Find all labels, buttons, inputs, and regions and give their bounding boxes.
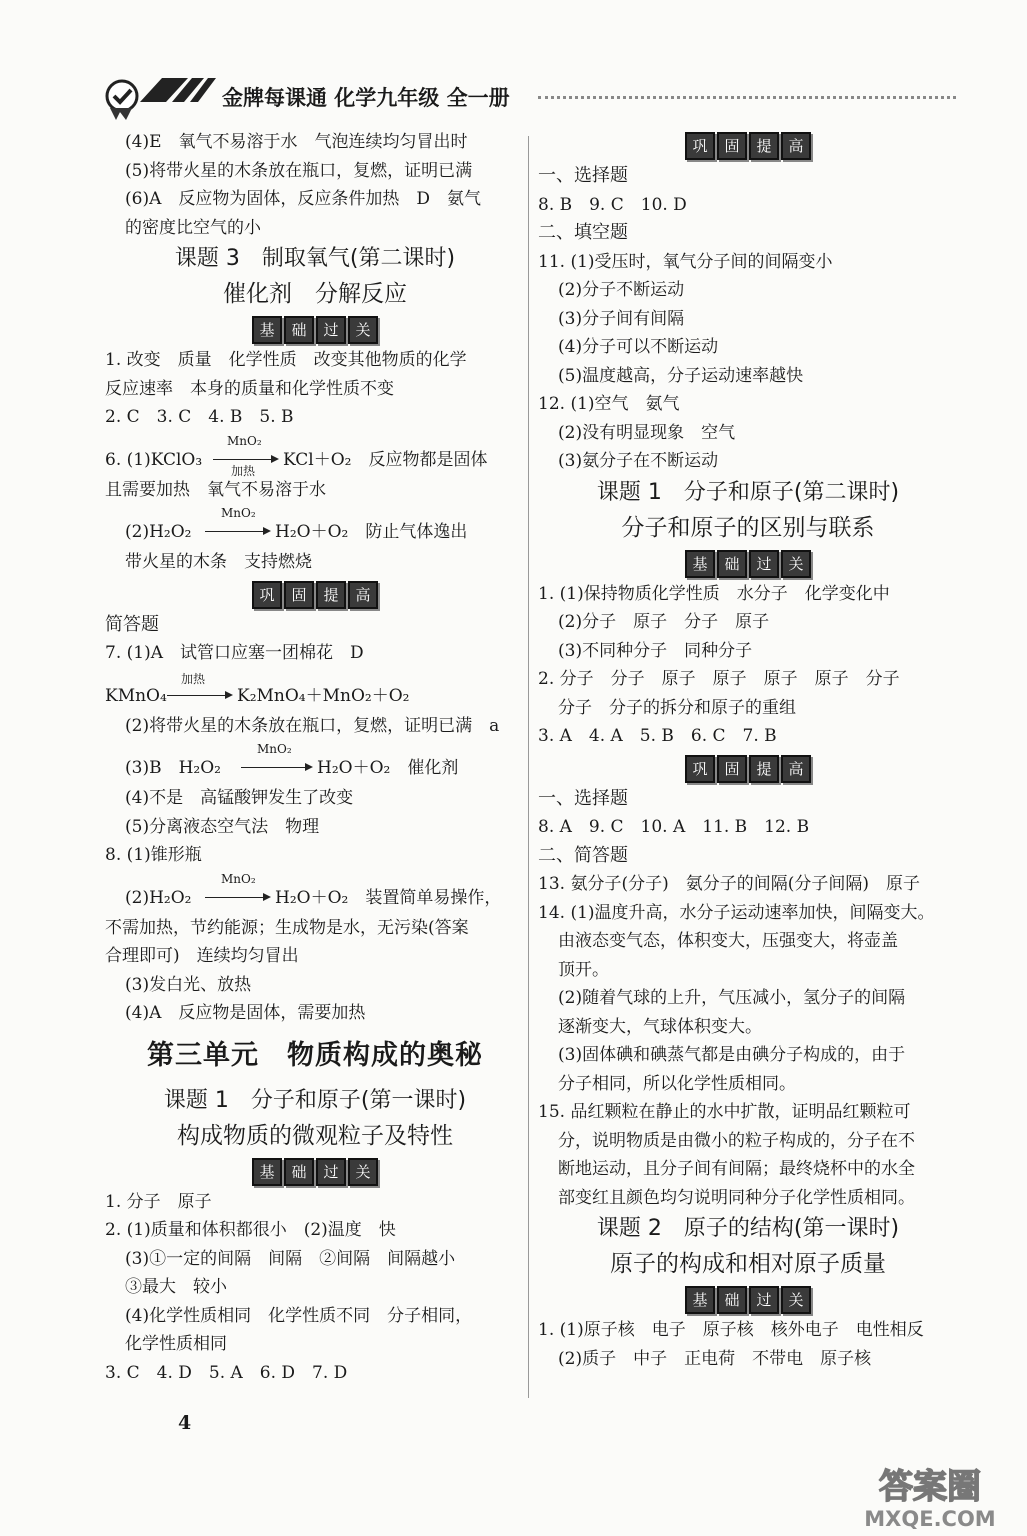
answer-line: (3)①一定的间隔 间隔 ②间隔 间隔越小 [125, 1248, 456, 1269]
answer-line: (3)氨分子在不断运动 [558, 451, 719, 471]
banner-basic: 基 础 过 关 [538, 546, 958, 580]
watermark-text: 答案圈 [879, 1467, 981, 1507]
answer-line: (6)A 反应物为固体，反应条件加热 D 氨气 [125, 189, 481, 209]
answer-line: (2)质子 中子 正电荷 不带电 原子核 [558, 1348, 872, 1369]
answer-line: 1. 分子 原子 [105, 1191, 212, 1212]
topic-subtitle: 催化剂 分解反应 [223, 281, 407, 307]
unit-title: 第三单元 物质构成的奥秘 [147, 1039, 483, 1071]
answer-line: (4)A 反应物是固体，需要加热 [125, 1003, 366, 1023]
answer-line: 部变红且颜色均匀说明同种分子化学性质相同。 [558, 1187, 915, 1208]
answer-line: 1. (1)原子核 电子 原子核 核外电子 电性相反 [538, 1320, 924, 1340]
watermark-logo-icon [845, 1460, 1015, 1532]
answer-line: (4)E 氧气不易溶于水 气泡连续均匀冒出时 [125, 132, 468, 152]
answer-line: 断地运动，且分子间有间隔；最终烧杯中的水全 [558, 1159, 915, 1179]
answer-line: 13. 氨分子(分子) 氨分子的间隔(分子间隔) 原子 [538, 874, 920, 894]
answer-line: 3. C 4. D 5. A 6. D 7. D [105, 1362, 348, 1383]
answer-line: 顶开。 [558, 959, 609, 980]
answer-line: 逐渐变大，气球体积变大。 [558, 1016, 762, 1037]
topic-title: 课题 3 制取氧气(第二课时) [174, 246, 456, 271]
answer-line: (3)不同种分子 同种分子 [558, 640, 753, 661]
answer-line: (4)不是 高锰酸钾发生了改变 [125, 788, 354, 808]
answer-line: (4)化学性质相同 化学性质不同 分子相同， [125, 1305, 473, 1326]
reaction-arrow-icon [213, 459, 277, 460]
topic-title: 课题 1 分子和原子(第一课时) [163, 1087, 467, 1113]
answer-line: (5)温度越高，分子运动速率越快 [558, 365, 804, 386]
answer-line: 11. (1)受压时，氧气分子间的间隔变小 [538, 251, 833, 272]
section-heading: 简答题 [105, 613, 159, 635]
reaction-arrow-icon [205, 531, 269, 532]
right-column [538, 128, 958, 1373]
header-title: 金牌每课通 化学九年级 全一册 [222, 85, 510, 110]
answer-line: 8. B 9. C 10. D [538, 194, 687, 215]
banner-basic: 基 础 过 关 [105, 1154, 525, 1188]
equation-line: (2)H₂O₂ MnO₂ H₂O＋O₂ 防止气体逸出 [125, 506, 468, 542]
answer-line: (5)分离液态空气法 物理 [125, 816, 320, 837]
reaction-condition: MnO₂ [221, 871, 256, 886]
answer-line: (5)将带火星的木条放在瓶口，复燃，证明已满 [125, 160, 473, 181]
answer-line: 不需加热，节约能源；生成物是水，无污染(答案 [105, 917, 469, 938]
banner-basic: 基 础 过 关 [105, 312, 525, 346]
answer-line: 且需要加热 氧气不易溶于水 [105, 479, 326, 500]
answer-line: 合理即可) 连续均匀冒出 [105, 946, 299, 966]
answer-line: (4)分子可以不断运动 [558, 337, 719, 357]
answer-line: 带火星的木条 支持燃烧 [125, 552, 312, 572]
answer-line: 2. C 3. C 4. B 5. B [105, 407, 294, 427]
answer-line: ③最大 较小 [125, 1277, 227, 1297]
medal-logo-icon [100, 72, 218, 122]
equation-line: (2)H₂O₂ MnO₂ H₂O＋O₂ 装置简单易操作， [125, 871, 502, 908]
watermark-url: MXQE.COM [864, 1507, 996, 1531]
section-heading: 二、填空题 [538, 222, 628, 243]
answer-line: 8. A 9. C 10. A 11. B 12. B [538, 817, 810, 837]
topic-subtitle: 原子的构成和相对原子质量 [610, 1251, 886, 1277]
section-heading: 二、简答题 [538, 844, 628, 866]
answer-line: 2. 分子 分子 原子 原子 原子 原子 分子 [538, 669, 900, 689]
answer-line: 分子 分子的拆分和原子的重组 [558, 697, 796, 718]
answer-line: 3. A 4. A 5. B 6. C 7. B [538, 726, 777, 746]
answer-line: 的密度比空气的小 [125, 217, 261, 238]
reaction-arrow-icon [167, 695, 231, 696]
answer-line: 14. (1)温度升高，水分子运动速率加快，间隔变大。 [538, 902, 935, 923]
answer-line: 反应速率 本身的质量和化学性质不变 [105, 378, 394, 399]
banner-improve: 巩 固 提 高 [538, 751, 958, 785]
answer-line: 分，说明物质是由微小的粒子构成的，分子在不 [558, 1130, 915, 1151]
answer-line: (2)分子 原子 分子 原子 [558, 612, 770, 632]
topic-subtitle: 构成物质的微观粒子及特性 [177, 1122, 453, 1149]
answer-line: (2)随着气球的上升，气压减小，氢分子的间隔 [558, 988, 906, 1008]
reaction-condition: MnO₂ [227, 433, 262, 448]
answer-line: (3)固体碘和碘蒸气都是由碘分子构成的，由于 [558, 1045, 906, 1065]
equation-line: (3)B H₂O₂ MnO₂ H₂O＋O₂ 催化剂 [125, 742, 459, 778]
answer-line: 2. (1)质量和体积都很小 (2)温度 快 [105, 1220, 396, 1240]
answer-line: 1. 改变 质量 化学性质 改变其他物质的化学 [105, 350, 467, 370]
answer-line: 1. (1)保持物质化学性质 水分子 化学变化中 [538, 583, 890, 604]
banner-improve: 巩 固 提 高 [538, 128, 958, 162]
answer-line: (2)将带火星的木条放在瓶口，复燃，证明已满 a [125, 715, 500, 736]
header-dotted-rule [538, 96, 956, 99]
topic-subtitle: 分子和原子的区别与联系 [621, 514, 875, 541]
answer-line: 分子相同，所以化学性质相同。 [558, 1073, 796, 1094]
reaction-arrow-icon [205, 897, 269, 898]
answer-line: (2)没有明显现象 空气 [558, 422, 736, 443]
reaction-condition: 加热 [231, 463, 256, 478]
answer-line: 15. 品红颗粒在静止的水中扩散，证明品红颗粒可 [538, 1102, 911, 1122]
answer-line: (3)分子间有间隔 [558, 308, 685, 329]
answer-line: 7. (1)A 试管口应塞一团棉花 D [105, 643, 364, 663]
left-column [105, 128, 525, 1387]
answer-line: 8. (1)锥形瓶 [105, 845, 202, 865]
answer-line: 12. (1)空气 氨气 [538, 394, 680, 414]
section-heading: 一、选择题 [538, 165, 628, 186]
topic-title: 课题 2 原子的结构(第一课时) [596, 1216, 900, 1241]
equation-line: KMnO₄ 加热 K₂MnO₄＋MnO₂＋O₂ [105, 671, 410, 706]
column-divider [528, 136, 529, 1398]
banner-basic: 基 础 过 关 [538, 1282, 958, 1316]
answer-line: (2)分子不断运动 [558, 280, 685, 300]
reaction-arrow-icon [241, 767, 311, 768]
answer-line: 化学性质相同 [125, 1334, 227, 1354]
answer-line: (3)发白光、放热 [125, 974, 252, 995]
reaction-condition: MnO₂ [257, 742, 292, 756]
reaction-condition: 加热 [181, 671, 206, 686]
page-number: 4 [178, 1412, 192, 1434]
answer-line: 由液态变气态，体积变大，压强变大，将壶盖 [558, 931, 898, 951]
section-heading: 一、选择题 [538, 787, 628, 809]
reaction-condition: MnO₂ [221, 506, 256, 520]
page-header [100, 72, 960, 122]
banner-improve: 巩 固 提 高 [105, 577, 525, 611]
equation-line: 6. (1)KClO₃ MnO₂ 加热 KCl＋O₂ 反应物都是固体 [105, 433, 488, 478]
topic-title: 课题 1 分子和原子(第二课时) [596, 479, 900, 505]
